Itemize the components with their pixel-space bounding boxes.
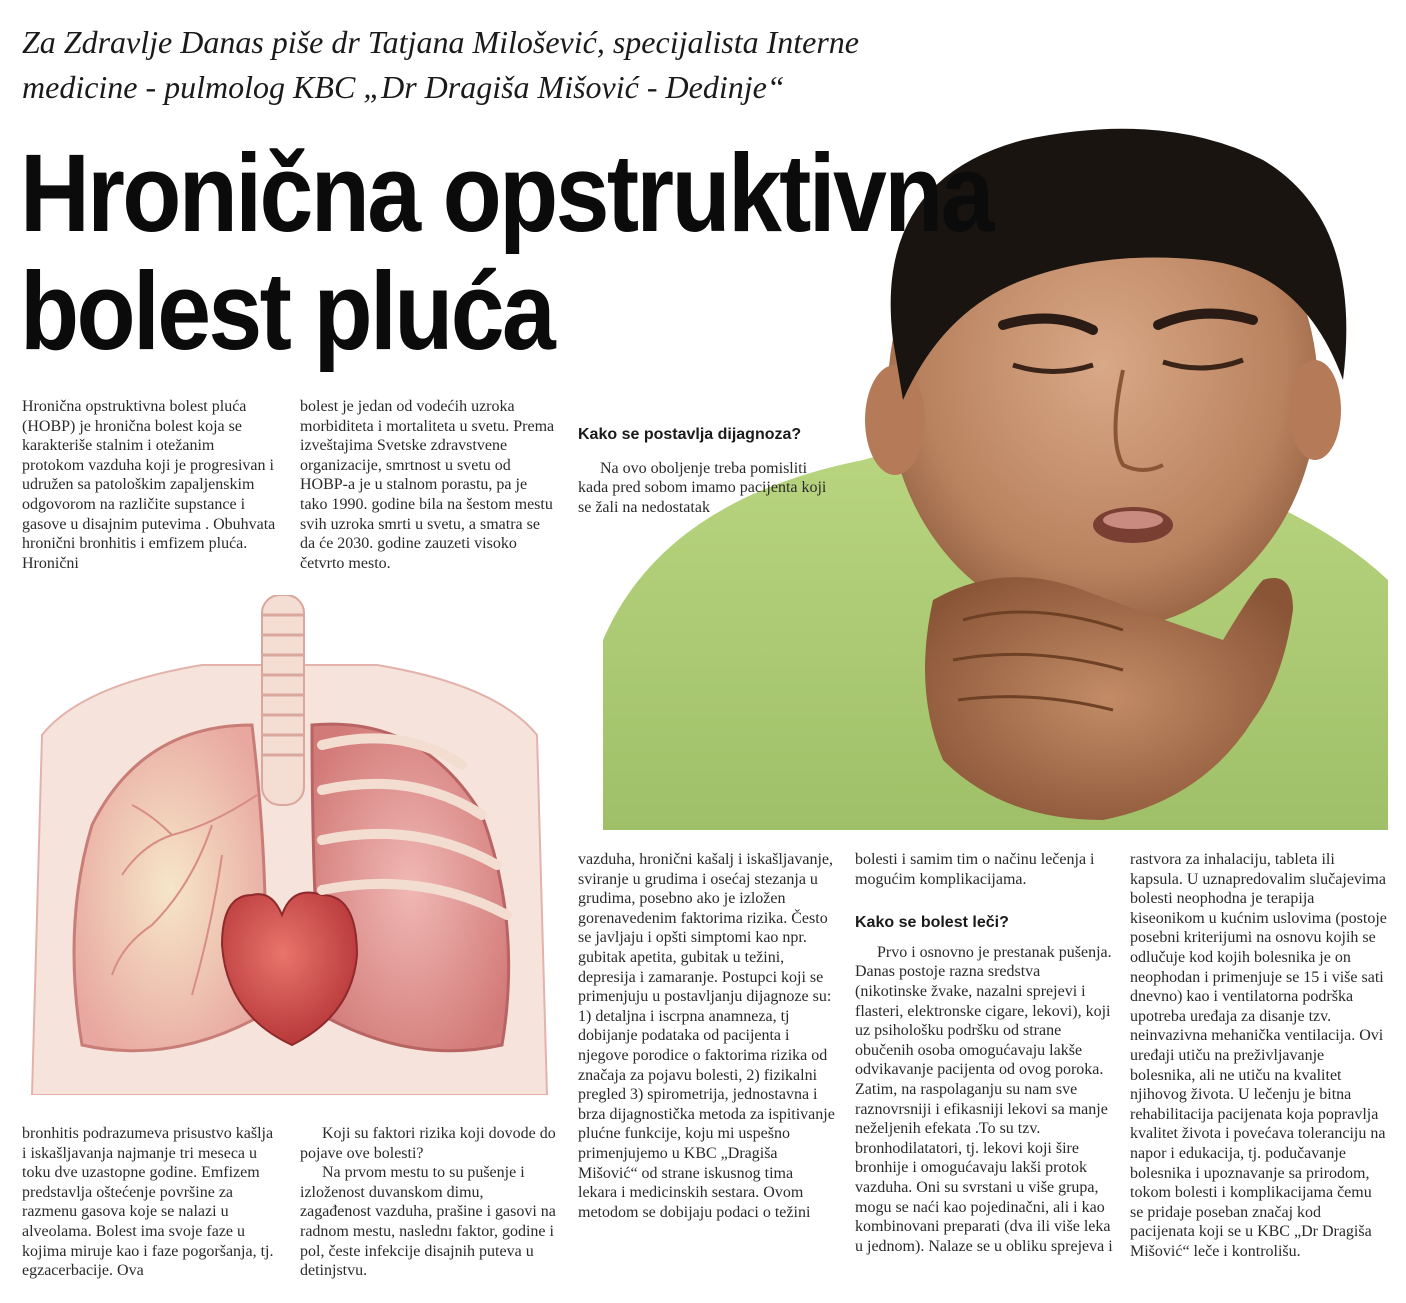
- column-1-top: [22, 397, 280, 573]
- column-1-bottom: [22, 1124, 280, 1281]
- headline: [20, 132, 1129, 373]
- risk-factors-question: Koji su faktori rizika koji dovode do pojave ove bolesti?: [300, 1125, 556, 1162]
- risk-factors-text: Na prvom mestu to su pušenje i izloženost duvanskom dimu, zagađenost vazduha, prašine i gasovi na radnom mestu, naslednı faktor, godine i pol, česte infekcije disajnih puteva u detinjstvu.: [300, 1164, 556, 1280]
- column-1-top-text: Hronična opstruktivna bolest pluća (HOBP) je hronična bolest koja se karakteriše stalnim i otežanim protokom vazduha koji je progresivan i udružen sa patološkim zapaljenskim odgovorom na različite supstance i gasove u disajnim putevima . Obuhvata hronični bronhitis i emfizem pluća. Hronični: [22, 398, 276, 572]
- column-5-bottom-text: rastvora za inhalaciju, tableta ili kapsula. U uznapredovalim slučajevima bolesti neophodna je terapija kiseonikom u kućnim uslovima (postoje posebni kriterijumi na osnovu kojih se odlučuje kod kojih bolesnika je on neophodan i primenjuje se 15 i više sati dnevno) kao i ventilatorna podrška upotreba uređaja za disanje tzv. neinvazivna mehanička ventilacija. Ovi uređaji utiču na preživljavanje bolesnika, ali ne utiču na kvalitet njihovog života. U lečenju je bitna rehabilitacija pacijenata koja popravlja kvalitet života i povećava toleranciju na napor i edukacija, tj. podučavanje bolesnika i upoznavanje sa prirodom, tokom bolesti i komplikacijama čemu se pridaje poseban značaj kod pacijenata koji se u KBC „Dr Dragiša Mišović“ leče i kontrolišu.: [1130, 851, 1387, 1260]
- column-3-bottom-text: vazduha, hronični kašalj i iskašljavanje, sviranje u grudima i osećaj stezanja u grudima, posebno ako je izložen gorenavedenim faktorima rizika. Često se javljaju i opšti simptomi kao npr. gubitak apetita, gubitak u težini, depresija i zamaranje. Postupci koji se primenjuju u postavljanju dijagnoze su: 1) detaljna i iscrpna anamneza, tj dobijanje podataka od pacijenta i njegove porodice o faktorima rizika od značaja za pojavu bolesti, 2) fizikalni pregled 3) spirometrija, jednostavna i brza dijagnostička metoda za ispitivanje plućne funkcije, koju mi uspešno primenjujemo u KBC „Dragiša Mišović“ od strane iskusnog tima lekara i medicinskih sestara. Ovom metodom se dobijaju podaci o težini: [578, 851, 835, 1221]
- column-3-bottom: [578, 850, 836, 1222]
- column-3-top: [578, 425, 828, 517]
- column-4-intro: bolesti i samim tim o načinu lečenja i mogućim komplikacijama.: [855, 851, 1095, 888]
- column-1-bottom-text: bronhitis podrazumeva prisustvo kašlja i iskašljavanja najmanje tri meseca u toku dve uzastopne godine. Emfizem predstavlja oštećenje površine za razmenu gasova koje se nalazi u alveolama. Bolest ima svoje faze u kojima miruje kao i faze pogoršanja, tj. egzacerbacije. Ova: [22, 1125, 274, 1280]
- headline-line-2: bolest pluća: [20, 250, 554, 373]
- byline-line-1: Za Zdravlje Danas piše dr Tatjana Milošević, specijalista Interne: [22, 24, 859, 60]
- byline: [22, 20, 1082, 110]
- column-2-top: [300, 397, 558, 573]
- lungs-illustration: [22, 595, 557, 1095]
- column-2-top-text: bolest je jedan od vodećih uzroka morbiditeta i mortaliteta u svetu. Prema izveštajima Svetske zdravstvene organizacije, smrtnost u svetu od HOBP-a je u stalnom porastu, pa je tako 1990. godine bila na šestom mestu svih uzroka smrti u svetu, a smatra se da će 2030. godine zauzeti visoko četvrto mesto.: [300, 398, 555, 572]
- byline-line-2: medicine - pulmolog KBC „Dr Dragiša Mišović - Dedinje“: [22, 69, 785, 105]
- treatment-heading: Kako se bolest leči?: [855, 914, 1009, 932]
- lungs-anatomy-drawing: [22, 595, 557, 1095]
- column-2-bottom: [300, 1124, 558, 1281]
- treatment-text: Prvo i osnovno je prestanak pušenja. Danas postoje razna sredstva (nikotinske žvake, nazalni sprejevi i flasteri, elektronske cigare, lekovi), koji uz psihološku podršku od strane obučenih osoba omogućavaju lakše odvikavanje pacijenta od ovog poroka. Zatim, na raspolaganju su nam sve raznovrsniji i efikasniji lekovi sa manje neželjenih efekata .To su tzv. bronhodilatatori, tj. lekovi koji šire bronhije i omogućavaju lakši protok vazduha. Oni su svrstani u više grupa, mogu se naći kao pojedinačni, ali i kao kombinovani preparati (dva ili više leka u jednom). Nalaze se u obliku sprejeva i: [855, 943, 1113, 1255]
- diagnosis-heading: Kako se postavlja dijagnoza?: [578, 426, 802, 443]
- column-4-bottom: [855, 850, 1113, 1256]
- column-5-bottom: [1130, 850, 1388, 1261]
- headline-line-1: Hronična opstruktivna: [20, 132, 992, 255]
- diagnosis-text: Na ovo oboljenje treba pomisliti kada pred sobom imamo pacijenta koji se žali na nedostatak: [578, 459, 827, 516]
